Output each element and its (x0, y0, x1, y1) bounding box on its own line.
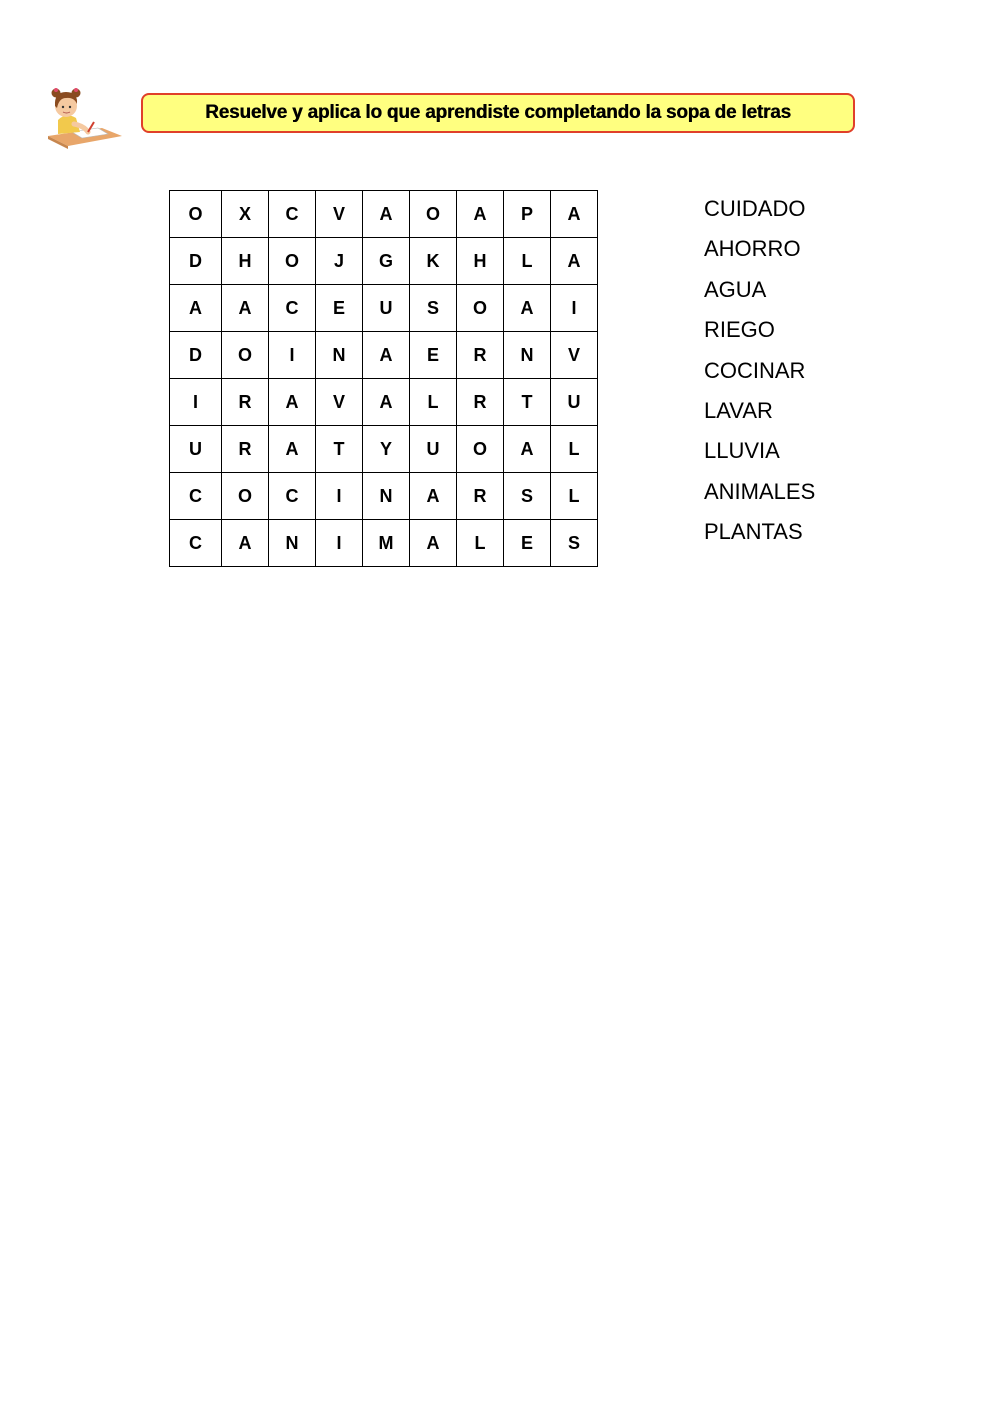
grid-cell[interactable]: N (504, 332, 551, 379)
word-list-item: LLUVIA (704, 438, 780, 464)
grid-row (170, 191, 598, 238)
grid-cell[interactable]: C (170, 520, 222, 567)
grid-cell[interactable]: A (551, 191, 598, 238)
grid-cell[interactable]: O (410, 191, 457, 238)
grid-cell[interactable]: V (316, 379, 363, 426)
child-writing-icon (44, 80, 124, 150)
grid-cell[interactable]: D (170, 238, 222, 285)
grid-cell[interactable]: A (551, 238, 598, 285)
grid-cell[interactable]: T (504, 379, 551, 426)
grid-cell[interactable]: C (269, 285, 316, 332)
grid-cell[interactable]: A (410, 473, 457, 520)
grid-cell[interactable]: L (410, 379, 457, 426)
grid-cell[interactable]: I (170, 379, 222, 426)
grid-cell[interactable]: A (363, 332, 410, 379)
grid-cell[interactable]: R (222, 379, 269, 426)
grid-cell[interactable]: A (504, 285, 551, 332)
grid-cell[interactable]: O (457, 426, 504, 473)
grid-cell[interactable]: I (316, 520, 363, 567)
grid-cell[interactable]: A (170, 285, 222, 332)
grid-cell[interactable]: L (551, 473, 598, 520)
grid-cell[interactable]: N (316, 332, 363, 379)
grid-cell[interactable]: A (504, 426, 551, 473)
word-list-item: LAVAR (704, 397, 773, 423)
grid-cell[interactable]: H (457, 238, 504, 285)
word-list-item: ANIMALES (704, 478, 816, 504)
grid-cell[interactable]: E (316, 285, 363, 332)
grid-cell[interactable]: C (170, 473, 222, 520)
grid-cell[interactable]: O (457, 285, 504, 332)
grid-cell[interactable]: Y (363, 426, 410, 473)
grid-row (170, 332, 598, 379)
grid-body (170, 191, 598, 567)
word-search-grid (169, 190, 598, 567)
grid-cell[interactable]: A (222, 520, 269, 567)
grid-cell[interactable]: E (504, 520, 551, 567)
grid-row (170, 285, 598, 332)
page-title: Resuelve y aplica lo que aprendiste completando la sopa de letras (205, 102, 791, 123)
grid-cell[interactable]: O (269, 238, 316, 285)
grid-cell[interactable]: N (363, 473, 410, 520)
grid-cell[interactable]: R (457, 473, 504, 520)
grid-cell[interactable]: L (504, 238, 551, 285)
grid-cell[interactable]: U (363, 285, 410, 332)
grid-cell[interactable]: R (457, 379, 504, 426)
word-list-item: COCINAR (704, 357, 806, 383)
word-list-item: AHORRO (704, 236, 801, 262)
grid-cell[interactable]: L (457, 520, 504, 567)
grid-cell[interactable]: X (222, 191, 269, 238)
grid-cell[interactable]: N (269, 520, 316, 567)
word-list-item: AGUA (704, 276, 767, 302)
grid-row (170, 426, 598, 473)
grid-cell[interactable]: S (504, 473, 551, 520)
grid-cell[interactable]: I (316, 473, 363, 520)
grid-cell[interactable]: S (410, 285, 457, 332)
grid-row (170, 379, 598, 426)
grid-cell[interactable]: A (222, 285, 269, 332)
grid-row (170, 238, 598, 285)
grid-cell[interactable]: K (410, 238, 457, 285)
grid-cell[interactable]: A (410, 520, 457, 567)
grid-cell[interactable]: D (170, 332, 222, 379)
grid-cell[interactable]: A (363, 379, 410, 426)
grid-cell[interactable]: U (410, 426, 457, 473)
grid-cell[interactable]: I (269, 332, 316, 379)
grid-cell[interactable]: C (269, 473, 316, 520)
grid-row (170, 473, 598, 520)
grid-cell[interactable]: L (551, 426, 598, 473)
word-list (704, 196, 815, 560)
grid-cell[interactable]: V (551, 332, 598, 379)
grid-cell[interactable]: C (269, 191, 316, 238)
title-banner (141, 93, 855, 133)
grid-cell[interactable]: J (316, 238, 363, 285)
grid-cell[interactable]: U (551, 379, 598, 426)
grid-cell[interactable]: O (222, 473, 269, 520)
grid-cell[interactable]: U (170, 426, 222, 473)
grid-cell[interactable]: R (222, 426, 269, 473)
grid-cell[interactable]: H (222, 238, 269, 285)
grid-cell[interactable]: O (170, 191, 222, 238)
grid-cell[interactable]: R (457, 332, 504, 379)
grid-cell[interactable]: M (363, 520, 410, 567)
grid-cell[interactable]: P (504, 191, 551, 238)
grid-cell[interactable]: V (316, 191, 363, 238)
word-list-item: PLANTAS (704, 519, 803, 545)
word-list-item: RIEGO (704, 317, 775, 343)
grid-cell[interactable]: A (269, 426, 316, 473)
grid-cell[interactable]: E (410, 332, 457, 379)
word-list-item: CUIDADO (704, 196, 806, 221)
grid-row (170, 520, 598, 567)
grid-cell[interactable]: A (363, 191, 410, 238)
grid-cell[interactable]: I (551, 285, 598, 332)
grid-cell[interactable]: T (316, 426, 363, 473)
grid-cell[interactable]: O (222, 332, 269, 379)
grid-cell[interactable]: S (551, 520, 598, 567)
grid-cell[interactable]: A (457, 191, 504, 238)
grid-cell[interactable]: G (363, 238, 410, 285)
grid-cell[interactable]: A (269, 379, 316, 426)
